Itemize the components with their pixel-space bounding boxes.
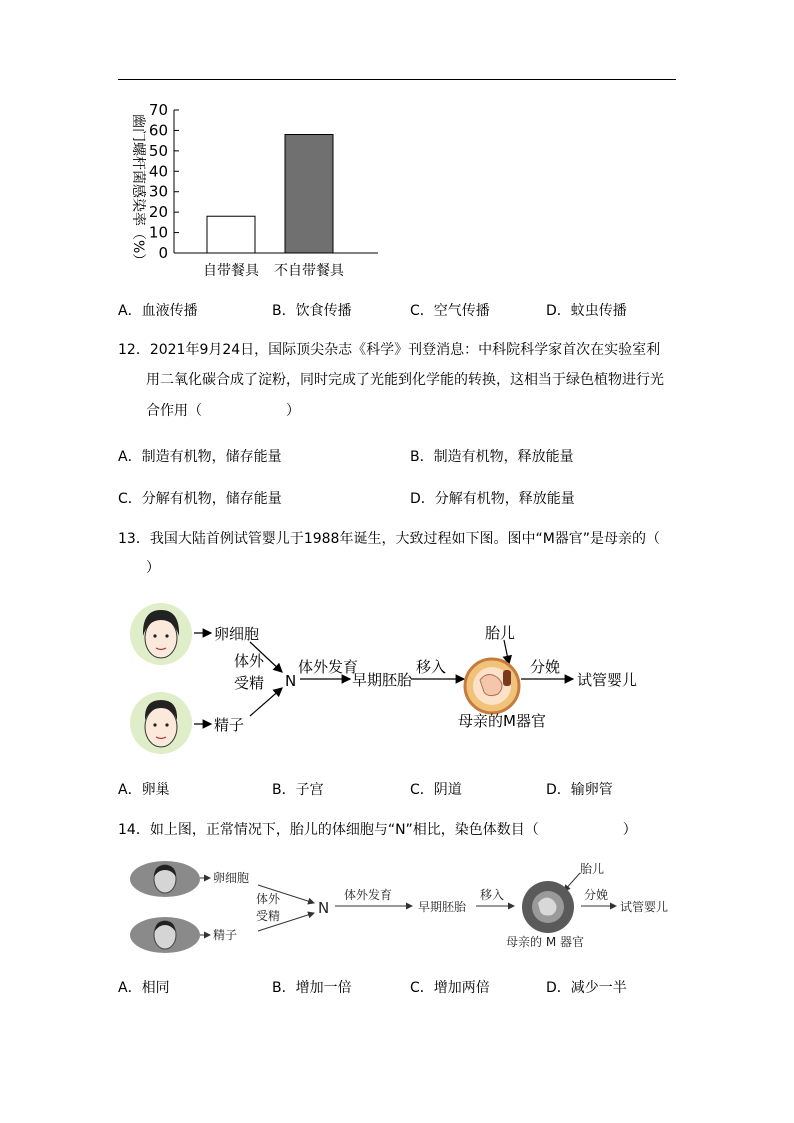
father-face-icon-gray: [130, 917, 200, 953]
q12-stem-line1: 12．2021年9月24日，国际顶尖杂志《科学》刊登消息：中科院科学家首次在实验室利: [118, 342, 661, 358]
diagram2-birth-label: 分娩: [584, 888, 609, 902]
mother-face-icon: [130, 603, 192, 665]
infection-rate-bar-chart: [110, 98, 390, 283]
diagram-fert-line1: 体外: [234, 652, 265, 670]
mother-face-icon-gray: [130, 861, 200, 897]
q12-option-b[interactable]: B．制造有机物，释放能量: [410, 449, 574, 465]
q14-option-b[interactable]: B．增加一倍: [272, 980, 352, 996]
header-rule: [118, 79, 676, 80]
father-face-icon: [130, 692, 192, 754]
q12-option-a[interactable]: A．制造有机物，储存能量: [118, 449, 282, 465]
diagram2-dev-label: 体外发育: [344, 888, 393, 902]
q14-option-c[interactable]: C．增加两倍: [410, 980, 490, 996]
diagram2-fert-line2: 受精: [256, 909, 281, 923]
y-tick-label: 30: [148, 182, 168, 201]
y-tick-label: 10: [148, 223, 168, 242]
q12-stem-line3: 合作用（ ）: [146, 403, 300, 419]
y-tick-label: 20: [148, 203, 168, 222]
q13-stem-line1: 13．我国大陆首例试管婴儿于1988年诞生，大致过程如下图。图中“M器官”是母亲的（: [118, 531, 661, 547]
bar-1: [285, 135, 333, 253]
q13-option-c[interactable]: C．阴道: [410, 782, 462, 798]
diagram2-fert-line1: 体外: [256, 892, 281, 906]
y-tick-label: 60: [148, 121, 168, 140]
q14-option-a[interactable]: A．相同: [118, 980, 170, 996]
diagram-baby-label: 试管婴儿: [577, 671, 638, 689]
diagram2-organ-label: 母亲的 M 器官: [506, 935, 584, 949]
diagram2-embryo-label: 早期胚胎: [418, 900, 467, 914]
chart-bars: [207, 135, 333, 253]
q14-option-d[interactable]: D．减少一半: [546, 980, 627, 996]
ivf-process-diagram-grayscale: [128, 855, 680, 960]
diagram2-fetus-label: 胎儿: [580, 862, 605, 876]
diagram-fert-line2: 受精: [234, 674, 265, 692]
diagram-move-label: 移入: [416, 658, 447, 676]
q13-option-a[interactable]: A．卵巢: [118, 782, 170, 798]
uterus-fetus-icon-gray: [522, 881, 574, 933]
diagram-organ-label: 母亲的M器官: [458, 712, 546, 730]
bar-0: [207, 216, 255, 253]
diagram2-egg-label: 卵细胞: [213, 871, 250, 885]
chart-axes: [174, 110, 378, 253]
diagram2-sperm-label: 精子: [213, 928, 238, 942]
y-tick-label: 50: [148, 141, 168, 160]
diagram-fetus-label: 胎儿: [485, 624, 516, 642]
category-label: 自带餐具: [203, 263, 259, 279]
chart-ylabel: 幽门螺杆菌感染率（%）: [130, 114, 146, 268]
y-tick-label: 0: [158, 244, 168, 262]
y-tick-label: 40: [148, 162, 168, 181]
diagram-n-label: N: [285, 672, 297, 690]
q11-option-a[interactable]: A．血液传播: [118, 303, 198, 319]
chart-categories: [203, 262, 345, 279]
q12-option-d[interactable]: D．分解有机物，释放能量: [410, 491, 575, 507]
diagram2-move-label: 移入: [480, 888, 505, 902]
diagram-embryo-label: 早期胚胎: [352, 671, 413, 689]
q13-stem-line2: ）: [146, 560, 160, 576]
category-label: 不自带餐具: [274, 263, 344, 279]
q11-option-d[interactable]: D．蚊虫传播: [546, 303, 627, 319]
diagram-dev-label: 体外发育: [298, 658, 359, 676]
q13-option-d[interactable]: D．输卵管: [546, 782, 613, 798]
q11-option-c[interactable]: C．空气传播: [410, 303, 490, 319]
diagram2-n-label: N: [318, 899, 330, 917]
q12-stem-line2: 用二氧化碳合成了淀粉，同时完成了光能到化学能的转换，这相当于绿色植物进行光: [146, 372, 664, 388]
ivf-process-diagram-color: [128, 600, 668, 760]
q11-option-b[interactable]: B．饮食传播: [272, 303, 352, 319]
q13-option-b[interactable]: B．子宫: [272, 782, 324, 798]
diagram-egg-label: 卵细胞: [214, 625, 260, 643]
diagram-birth-label: 分娩: [530, 658, 561, 676]
q14-stem-line1: 14．如上图，正常情况下，胎儿的体细胞与“N”相比，染色体数目（ ）: [118, 822, 637, 838]
q12-option-c[interactable]: C．分解有机物，储存能量: [118, 491, 282, 507]
y-tick-label: 70: [148, 101, 168, 119]
uterus-fetus-icon: [465, 659, 519, 713]
diagram2-baby-label: 试管婴儿: [620, 900, 669, 914]
diagram-sperm-label: 精子: [214, 716, 245, 734]
